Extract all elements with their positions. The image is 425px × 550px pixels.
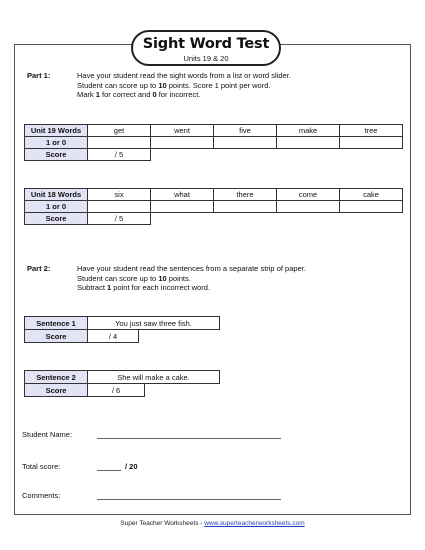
- unit18-score-cell[interactable]: / 5: [88, 213, 151, 225]
- unit19-word: get: [88, 125, 151, 137]
- unit19-mark-cell[interactable]: [277, 137, 340, 149]
- table-row: [25, 201, 403, 213]
- unit19-word: tree: [340, 125, 403, 137]
- table-row: [25, 371, 220, 384]
- table-row: [25, 213, 403, 225]
- part1-line2: Student can score up to 10 points. Score 1 point per word.: [77, 80, 271, 90]
- total-score-label: Total score:: [22, 462, 61, 471]
- table-row: [25, 317, 220, 330]
- part2-line3: Subtract 1 point for each incorrect word.: [77, 283, 210, 292]
- unit18-word: six: [88, 189, 151, 201]
- unit19-mark-cell[interactable]: [340, 137, 403, 149]
- unit19-mark-cell[interactable]: [88, 137, 151, 149]
- empty-cell: [214, 149, 277, 161]
- part2-line1: Have your student read the sentences from a separate strip of paper.: [77, 264, 306, 273]
- student-name-label: Student Name:: [22, 430, 73, 439]
- part1-label: Part 1:: [27, 71, 51, 80]
- unit18-word: there: [214, 189, 277, 201]
- total-score-value: / 20: [125, 462, 138, 471]
- sentence1-text: You just saw three fish.: [88, 317, 220, 330]
- sentence1-label: Sentence 1: [25, 317, 88, 330]
- sentence2-score-cell[interactable]: / 6: [88, 384, 145, 397]
- sentence2-table: [24, 370, 220, 397]
- part2-instructions: [77, 264, 306, 293]
- unit19-word: five: [214, 125, 277, 137]
- table-row: [25, 330, 220, 343]
- part2-label: Part 2:: [27, 264, 51, 273]
- sentence1-score-label: Score: [25, 330, 88, 343]
- page-title: Sight Word Test: [142, 36, 270, 52]
- comments-line[interactable]: [97, 499, 281, 500]
- unit18-mark-cell[interactable]: [277, 201, 340, 213]
- part1-line1: Have your student read the sight words from a list or word slider.: [77, 71, 291, 80]
- unit18-word: come: [277, 189, 340, 201]
- unit18-score-label: Score: [25, 213, 88, 225]
- part1-instructions: [77, 71, 291, 100]
- student-name-line[interactable]: [97, 438, 281, 439]
- table-row: [25, 189, 403, 201]
- empty-cell: [151, 149, 214, 161]
- sentence2-label: Sentence 2: [25, 371, 88, 384]
- unit19-word: make: [277, 125, 340, 137]
- empty-cell: [340, 149, 403, 161]
- part1-line3: Mark 1 for correct and 0 for incorrect.: [77, 90, 201, 99]
- unit19-table: [24, 124, 403, 161]
- unit18-word: what: [151, 189, 214, 201]
- table-row: [25, 384, 220, 397]
- unit19-mark-cell[interactable]: [151, 137, 214, 149]
- unit18-mark-label: 1 or 0: [25, 201, 88, 213]
- title-banner: [131, 30, 281, 66]
- unit18-word: cake: [340, 189, 403, 201]
- sentence2-text: She will make a cake.: [88, 371, 220, 384]
- comments-label: Comments:: [22, 491, 61, 500]
- unit19-mark-label: 1 or 0: [25, 137, 88, 149]
- empty-cell: [145, 384, 220, 397]
- footer-link[interactable]: www.superteacherworksheets.com: [204, 520, 305, 527]
- unit19-score-label: Score: [25, 149, 88, 161]
- unit18-header: Unit 18 Words: [25, 189, 88, 201]
- unit18-mark-cell[interactable]: [214, 201, 277, 213]
- unit19-header: Unit 19 Words: [25, 125, 88, 137]
- table-row: [25, 125, 403, 137]
- unit19-word: went: [151, 125, 214, 137]
- empty-cell: [214, 213, 277, 225]
- footer-separator: -: [198, 520, 205, 527]
- empty-cell: [139, 330, 220, 343]
- sentence1-table: [24, 316, 220, 343]
- empty-cell: [277, 213, 340, 225]
- total-score-line[interactable]: [97, 470, 121, 471]
- unit18-table: [24, 188, 403, 225]
- sentence2-score-label: Score: [25, 384, 88, 397]
- empty-cell: [277, 149, 340, 161]
- unit18-mark-cell[interactable]: [151, 201, 214, 213]
- unit18-mark-cell[interactable]: [340, 201, 403, 213]
- footer-publisher: Super Teacher Worksheets: [120, 520, 199, 527]
- empty-cell: [340, 213, 403, 225]
- page-subtitle: Units 19 & 20: [183, 54, 229, 63]
- part2-line2: Student can score up to 10 points.: [77, 273, 191, 283]
- unit19-score-cell[interactable]: / 5: [88, 149, 151, 161]
- unit18-mark-cell[interactable]: [88, 201, 151, 213]
- footer: [0, 520, 425, 527]
- table-row: [25, 137, 403, 149]
- table-row: [25, 149, 403, 161]
- empty-cell: [151, 213, 214, 225]
- sentence1-score-cell[interactable]: / 4: [88, 330, 139, 343]
- unit19-mark-cell[interactable]: [214, 137, 277, 149]
